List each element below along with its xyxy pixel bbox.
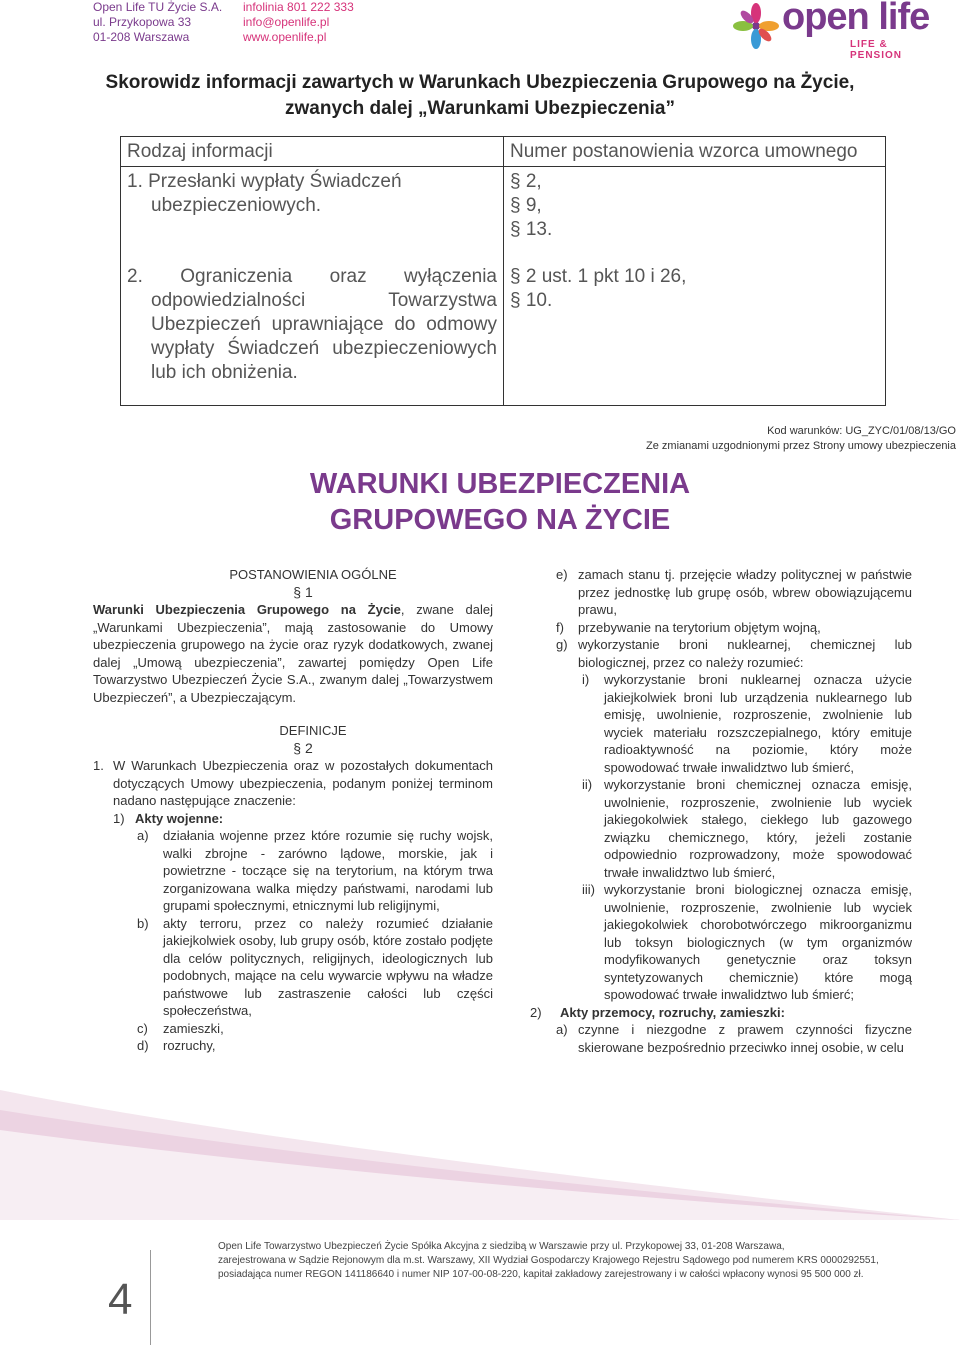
item-label: a) xyxy=(137,828,149,843)
table-row xyxy=(121,262,886,406)
footer-line: Open Life Towarzystwo Ubezpieczeń Życie Spółka Akcyjna z siedzibą w Warszawie przy ul. Przykopowej 33, 01-208 Warszawa, xyxy=(218,1241,785,1252)
ref: § 9, xyxy=(510,195,542,216)
ref: § 2 ust. 1 pkt 10 i 26, xyxy=(510,266,687,287)
legal-footer xyxy=(218,1240,918,1282)
header-cell: Numer postanowienia wzorca umownego xyxy=(504,137,886,167)
open-life-logo xyxy=(732,0,932,61)
page-number: 4 xyxy=(108,1275,133,1324)
index-title-line-2: zwanych dalej „Warunkami Ubezpieczenia” xyxy=(285,98,675,119)
table-cell xyxy=(504,167,886,263)
pinwheel-icon xyxy=(732,2,780,50)
list-item xyxy=(93,1020,493,1038)
sub-item xyxy=(530,671,912,776)
company-street: ul. Przykopowa 33 xyxy=(93,15,192,29)
index-title xyxy=(60,70,900,122)
list-item xyxy=(530,1021,912,1056)
item-text: wykorzystanie broni chemicznej oznacza emisję, uwolnienie, rozproszenie, zwolnienie lub wyciek jakiegokolwiek stałego, ciekłego lub gazowego związku chemicznego, który, jeżeli zostanie odpowiednio rozprowadzony, może spowodować trwałe inwalidztwo lub śmierć, xyxy=(604,777,912,880)
paragraph-number: § 2 xyxy=(293,739,313,756)
email-link[interactable]: info@openlife.pl xyxy=(243,15,330,29)
index-title-line-1: Skorowidz informacji zawartych w Warunkach Ubezpieczenia Grupowego na Życie, xyxy=(105,72,855,93)
intro-bold: Warunki Ubezpieczenia Grupowego na Życie xyxy=(93,602,401,617)
item-text: działania wojenne przez które rozumie się ruchy wojsk, walki zbrojne - zarówno lądowe, morskie, jak i powietrzne - toczące się na terytorium, na którym trwa zorganizowana walka między państwami, narodami lub grupami społecznymi, etnicznymi lub religijnymi, xyxy=(163,828,493,913)
item-text: przebywanie na terytorium objętym wojną, xyxy=(578,619,821,635)
row-info: 2. Ograniczenia oraz wyłączenia odpowiedzialności Towarzystwa Ubezpieczeń uprawniające do odmowy wypłaty Świadczeń ubezpieczeniowych lub ich obniżenia. xyxy=(127,266,497,383)
item-text: wykorzystanie broni nuklearnej, chemicznej lub biologicznej, przez co należy rozumieć: xyxy=(578,637,912,670)
right-column xyxy=(530,566,912,1056)
conditions-code xyxy=(646,424,956,454)
main-title xyxy=(250,466,750,538)
definition-title: Akty wojenne: xyxy=(135,810,224,826)
decorative-waves xyxy=(0,1070,960,1220)
list-item xyxy=(93,1037,493,1055)
list-item xyxy=(530,636,912,671)
main-title-line-2: GRUPOWEGO NA ŻYCIE xyxy=(329,504,671,536)
amendment-note: Ze zmianami uzgodnionymi przez Strony umowy ubezpieczenia xyxy=(646,440,956,452)
list-item xyxy=(530,619,912,637)
item-text: czynne i niezgodne z prawem czynności fizyczne skierowane bezpośrednio przeciwko innej osobie, w celu xyxy=(578,1022,912,1055)
intro-paragraph xyxy=(93,601,493,706)
sub-item xyxy=(530,776,912,881)
ref: § 10. xyxy=(510,290,553,311)
intro-text: , zwane dalej „Warunkami Ubezpieczenia”, mają zastosowanie do Umowy ubezpieczenia grupowego na życie oraz ryzyk dodatkowych, zwanej dalej „Umową ubezpieczenia”, zawartej pomiędzy Open Life Towarzystwo Ubezpieczeń Życie S.A., zwanym dalej „Towarzystwem Ubezpieczeń”, a Ubezpieczającym. xyxy=(93,602,493,705)
section-heading: POSTANOWIENIA OGÓLNE xyxy=(229,567,397,582)
item-label: f) xyxy=(556,619,564,635)
item-text: zamieszki, xyxy=(163,1020,224,1036)
list-item xyxy=(530,566,912,619)
list-item xyxy=(93,757,493,810)
item-label: i) xyxy=(582,672,590,687)
left-column xyxy=(93,566,493,1055)
item-label: b) xyxy=(137,915,149,931)
item-label: e) xyxy=(556,567,568,582)
item-text: W Warunkach Ubezpieczenia oraz w pozostałych dokumentach dotyczących Umowy ubezpieczenia, podanym poniżej terminom nadano następujące znaczenie: xyxy=(113,758,493,808)
definition-title: Akty przemocy, rozruchy, zamieszki: xyxy=(560,1004,785,1020)
table-header-row xyxy=(121,137,886,167)
list-item xyxy=(93,827,493,915)
item-label: ii) xyxy=(582,777,593,792)
item-label: 1) xyxy=(113,810,125,826)
item-text: wykorzystanie broni biologicznej oznacza emisję, uwolnienie, rozproszenie, zwolnienie lub wyciek jakiegokolwiek chorobotwórczego mikroorganizmu lub toksyn biologicznych (w tym organizmów modyfikowanych genetycznie oraz toksyn syntetyzowanych chemicznie) które mogą spowodować trwałe inwalidztwo lub śmierć; xyxy=(604,882,912,1002)
list-item xyxy=(93,915,493,1020)
definition-item xyxy=(93,810,493,828)
item-text: zamach stanu tj. przejęcie władzy politycznej w państwie przez jednostkę lub grupę osób, wbrew obowiązującemu prawu, xyxy=(578,567,912,617)
index-table xyxy=(120,136,886,406)
section-heading: DEFINICJE xyxy=(279,723,347,738)
item-label: g) xyxy=(556,637,568,652)
header-cell: Rodzaj informacji xyxy=(121,137,504,167)
footer-line: zarejestrowana w Sądzie Rejonowym dla m.st. Warszawy, XII Wydział Gospodarczy Krajowego Rejestru Sądowego pod numerem KRS 0000292551, xyxy=(218,1255,879,1266)
logo-wordmark: open life xyxy=(782,0,930,38)
logo-tagline: LIFE & PENSION xyxy=(850,39,903,61)
footer-line: posiadająca numer REGON 141186640 i numer NIP 107-00-08-220, kapitał zakładowy zarejestrowany i w całości wpłacony wynosi 95 500 000 zł. xyxy=(218,1269,864,1280)
company-name: Open Life TU Życie S.A. xyxy=(93,0,223,14)
table-row xyxy=(121,167,886,263)
company-address xyxy=(93,0,222,45)
row-info: 1. Przesłanki wypłaty Świadczeń ubezpieczeniowych. xyxy=(127,171,402,216)
table-cell xyxy=(121,262,504,406)
main-title-line-1: WARUNKI UBEZPIECZENIA xyxy=(309,468,691,500)
item-label: 1. xyxy=(93,758,104,773)
table-cell xyxy=(121,167,504,263)
footer-divider xyxy=(150,1250,151,1345)
website-link[interactable]: www.openlife.pl xyxy=(243,30,327,44)
hotline-text: infolinia 801 222 333 xyxy=(243,0,354,14)
item-text: wykorzystanie broni nuklearnej oznacza użycie jakiejkolwiek broni lub urządzenia nuklearnego lub emisję, uwolnienie, rozproszenie, zwolnienie lub wyciek materiału rozszczepialnego, który emituje radioaktywność na poziomie, który może spowodować trwałe inwalidztwo lub śmierć, xyxy=(604,672,912,775)
item-text: akty terroru, przez co należy rozumieć działanie jakiejkolwiek osoby, lub grupy osób, które zostało podjęte dla celów politycznych, religijnych, ideologicznych lub podobnych, mające na celu wywarcie wpływu na władze państwowe lub zastraszenie całości lub części społeczeństwa, xyxy=(163,915,493,1018)
ref: § 13. xyxy=(510,219,553,240)
paragraph-number: § 1 xyxy=(293,583,313,600)
item-label: a) xyxy=(556,1022,568,1037)
item-label: iii) xyxy=(582,882,595,897)
item-label: c) xyxy=(137,1020,148,1036)
definition-item xyxy=(530,1004,912,1022)
item-text: rozruchy, xyxy=(163,1038,216,1053)
code-line: Kod warunków: UG_ZYC/01/08/13/GO xyxy=(767,425,956,437)
table-cell xyxy=(504,262,886,406)
item-label: d) xyxy=(137,1038,149,1053)
sub-item xyxy=(530,881,912,1004)
item-label: 2) xyxy=(530,1004,542,1020)
company-city: 01-208 Warszawa xyxy=(93,30,190,44)
company-contact xyxy=(243,0,354,45)
ref: § 2, xyxy=(510,171,542,192)
